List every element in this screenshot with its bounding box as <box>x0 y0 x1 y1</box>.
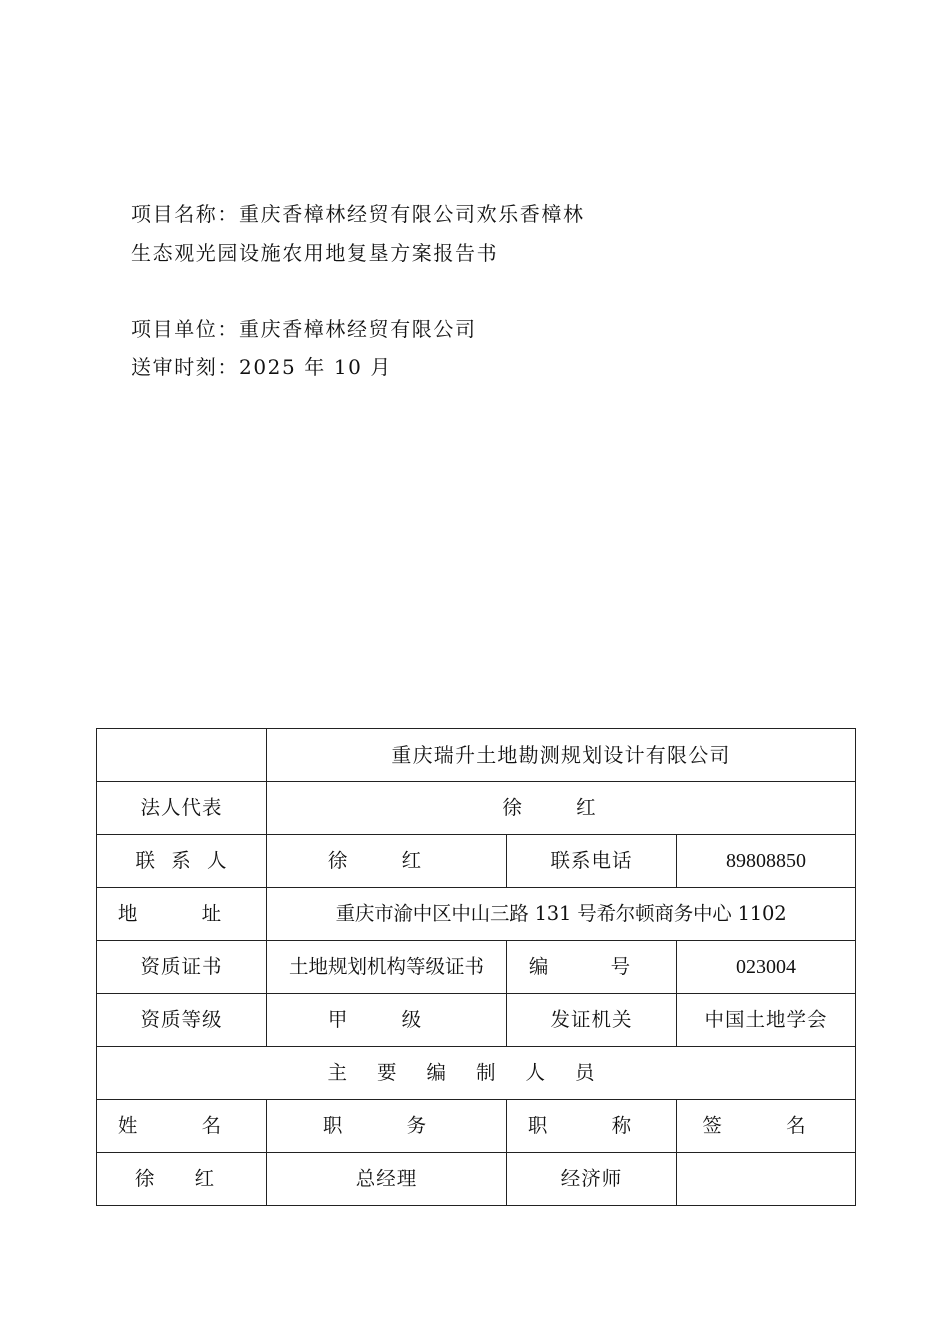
table-row <box>97 729 856 782</box>
contact-value: 徐 红 <box>267 835 507 888</box>
project-name-line-1: 项目名称：重庆香樟林经贸有限公司欢乐香樟林 <box>131 202 585 226</box>
contact-label: 联 系 人 <box>97 835 267 888</box>
address-label: 地 址 <box>97 888 267 941</box>
staff-heading: 主要编制人员 <box>97 1047 856 1100</box>
cert-value: 土地规划机构等级证书 <box>267 941 507 994</box>
table-row <box>97 1047 856 1100</box>
grade-value: 甲 级 <box>267 994 507 1047</box>
col-name-header: 姓 名 <box>97 1100 267 1153</box>
issuer-label: 发证机关 <box>507 994 677 1047</box>
grade-label: 资质等级 <box>97 994 267 1047</box>
staff-name: 徐 红 <box>97 1153 267 1206</box>
staff-duty: 总经理 <box>267 1153 507 1206</box>
legal-rep-value: 徐 红 <box>267 782 856 835</box>
table-row <box>97 941 856 994</box>
empty-cell <box>97 729 267 782</box>
table-row <box>97 888 856 941</box>
cert-number-value: 023004 <box>677 941 856 994</box>
staff-signature <box>677 1153 856 1206</box>
cert-label: 资质证书 <box>97 941 267 994</box>
col-title-header: 职 称 <box>507 1100 677 1153</box>
project-name-line-2: 生态观光园设施农用地复垦方案报告书 <box>131 241 499 265</box>
table-row <box>97 1153 856 1206</box>
cert-number-label: 编 号 <box>507 941 677 994</box>
col-signature-header: 签 名 <box>677 1100 856 1153</box>
table-row <box>97 782 856 835</box>
table-header-row <box>97 1100 856 1153</box>
company-name: 重庆瑞升土地勘测规划设计有限公司 <box>267 729 856 782</box>
col-duty-header: 职 务 <box>267 1100 507 1153</box>
design-unit-table <box>96 728 856 1206</box>
table-row <box>97 994 856 1047</box>
address-value: 重庆市渝中区中山三路 131 号希尔顿商务中心 1102 <box>267 888 856 941</box>
legal-rep-label: 法人代表 <box>97 782 267 835</box>
submission-date-line: 送审时刻：2025 年 10 月 <box>131 355 393 379</box>
project-unit-line: 项目单位：重庆香樟林经贸有限公司 <box>131 317 477 341</box>
issuer-value: 中国土地学会 <box>677 994 856 1047</box>
staff-title: 经济师 <box>507 1153 677 1206</box>
phone-label: 联系电话 <box>507 835 677 888</box>
phone-value: 89808850 <box>677 835 856 888</box>
table-row <box>97 835 856 888</box>
